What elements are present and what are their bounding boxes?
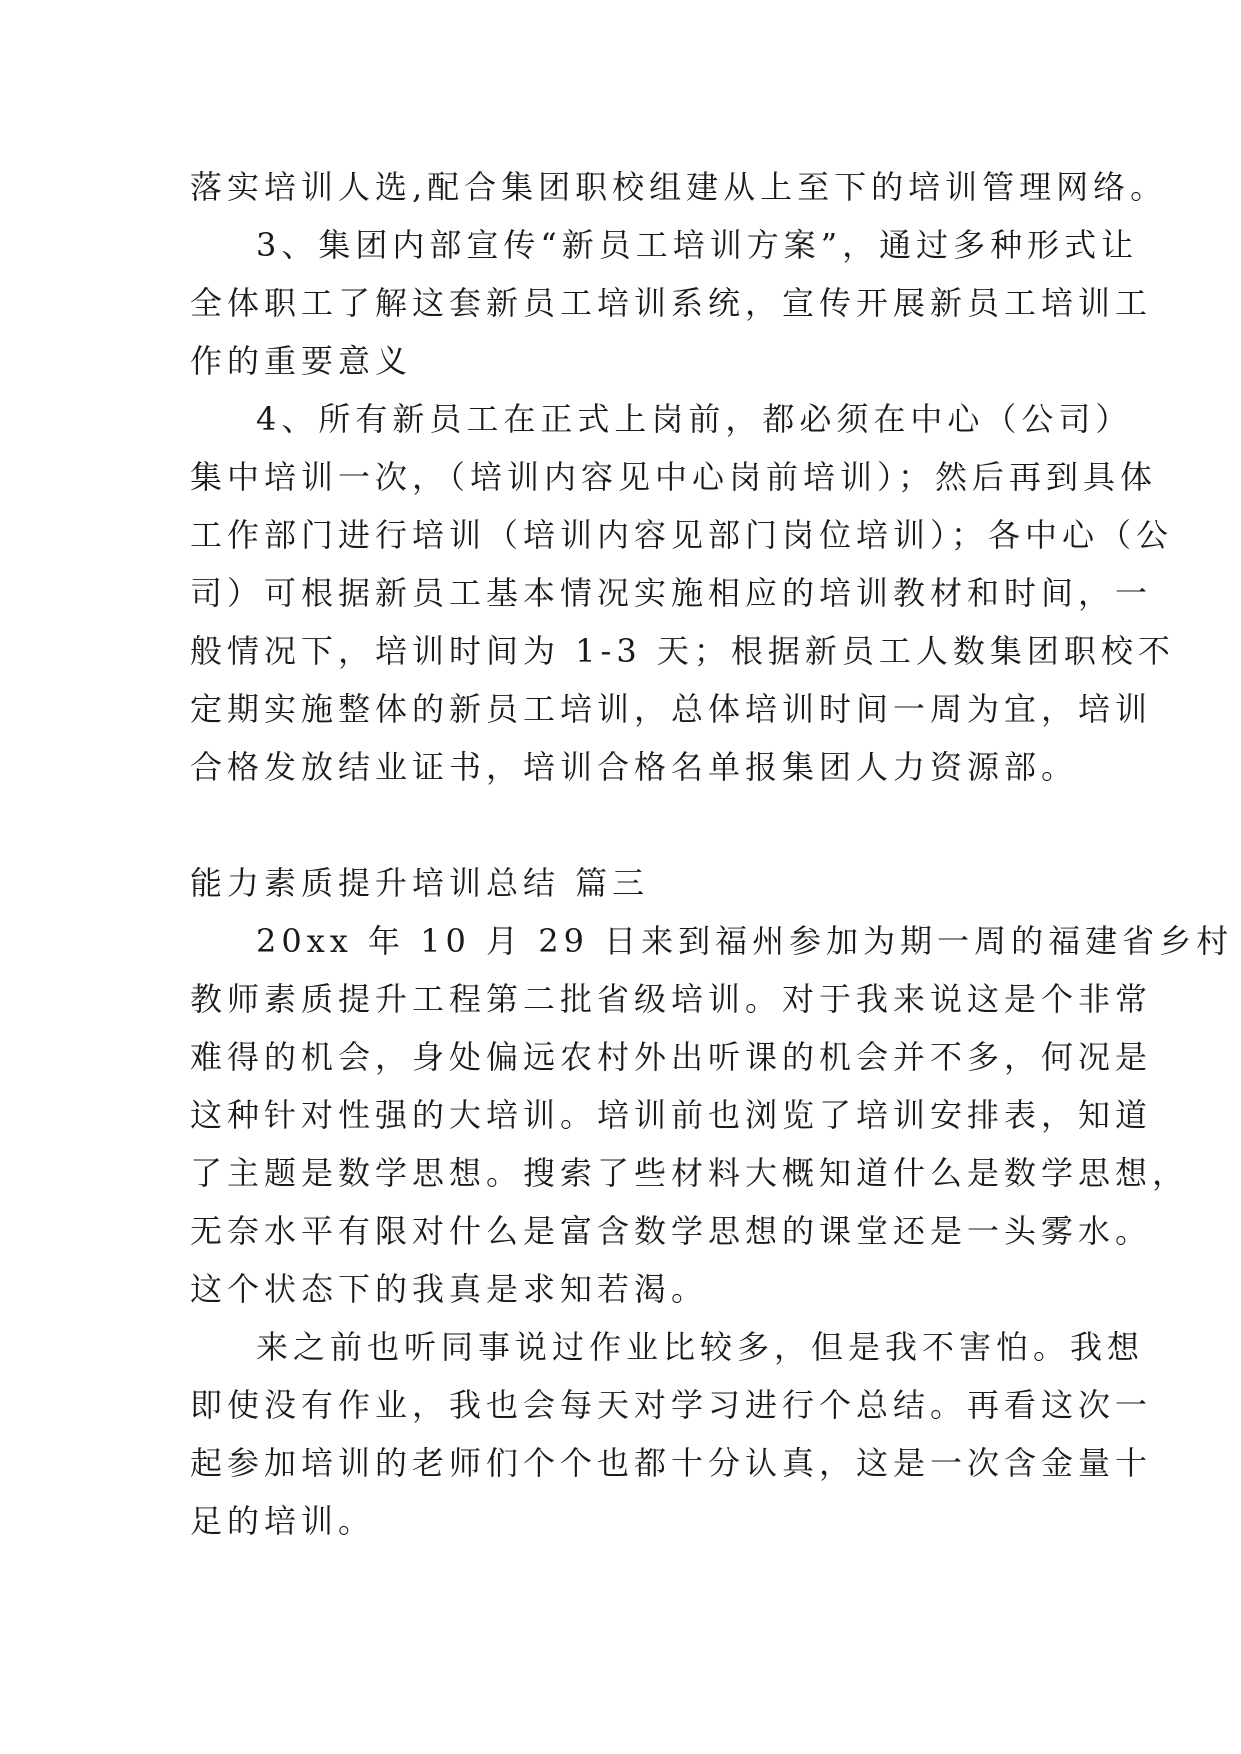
text-line: 20xx 年 10 月 29 日来到福州参加为期一周的福建省乡村 (256, 922, 1234, 960)
text-line: 这种针对性强的大培训。培训前也浏览了培训安排表，知道 (190, 1096, 1153, 1134)
text-line: 无奈水平有限对什么是富含数学思想的课堂还是一头雾水。 (190, 1212, 1153, 1250)
text-line: 全体职工了解这套新员工培训系统，宣传开展新员工培训工 (190, 284, 1153, 322)
text-line: 难得的机会，身处偏远农村外出听课的机会并不多，何况是 (190, 1038, 1153, 1076)
text-line: 起参加培训的老师们个个也都十分认真，这是一次含金量十 (190, 1444, 1153, 1482)
text-line: 落实培训人选,配合集团职校组建从上至下的培训管理网络。 (190, 168, 1168, 206)
text-line: 工作部门进行培训（培训内容见部门岗位培训）；各中心（公 (190, 516, 1174, 554)
text-line: 教师素质提升工程第二批省级培训。对于我来说这是个非常 (190, 980, 1153, 1018)
text-line: 了主题是数学思想。搜索了些材料大概知道什么是数学思想， (190, 1154, 1190, 1192)
text-line: 定期实施整体的新员工培训，总体培训时间一周为宜，培训 (190, 690, 1153, 728)
text-line: 3、集团内部宣传“新员工培训方案”，通过多种形式让 (256, 226, 1139, 264)
text-line: 4、所有新员工在正式上岗前，都必须在中心（公司） (256, 400, 1133, 438)
text-line: 集中培训一次，（培训内容见中心岗前培训）；然后再到具体 (190, 458, 1158, 496)
text-line: 合格发放结业证书，培训合格名单报集团人力资源部。 (190, 748, 1079, 786)
text-line: 来之前也听同事说过作业比较多，但是我不害怕。我想 (256, 1328, 1145, 1366)
text-line: 即使没有作业，我也会每天对学习进行个总结。再看这次一 (190, 1386, 1153, 1424)
section-heading: 能力素质提升培训总结 篇三 (190, 864, 650, 902)
text-line: 足的培训。 (190, 1502, 376, 1540)
text-line: 作的重要意义 (190, 342, 413, 380)
text-line: 这个状态下的我真是求知若渴。 (190, 1270, 709, 1308)
text-line: 司）可根据新员工基本情况实施相应的培训教材和时间，一 (190, 574, 1153, 612)
text-line: 般情况下，培训时间为 1-3 天；根据新员工人数集团职校不 (190, 632, 1175, 670)
